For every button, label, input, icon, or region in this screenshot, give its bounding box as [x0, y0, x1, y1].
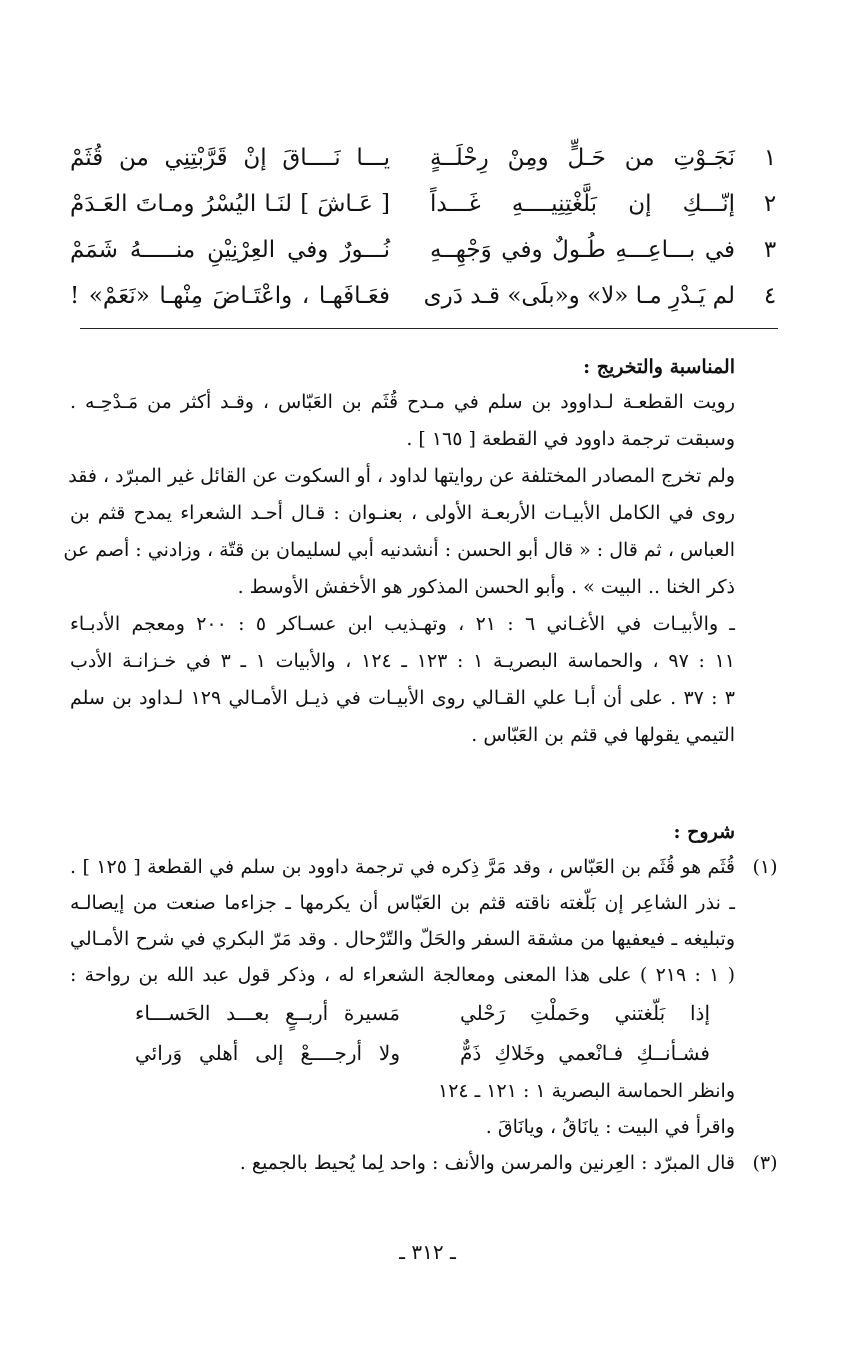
verse-number: ٤: [763, 283, 777, 309]
section-heading: المناسبة والتخريج :: [583, 356, 735, 378]
text-line: وتبليغه ـ فيعفيها من مشقة السفر والحَلّ والتّرْحال . وقد مَرّ البكري في شرح الأمـالي: [70, 928, 735, 950]
verse-first-hemistich: لم يَـدْرِ مـا «لا» و«بلَى» قـد دَرى: [423, 283, 735, 309]
verse-number: ٣: [763, 237, 777, 263]
quoted-first-hemistich: إذا بَلّغتني وحَملْتِ رَحْلي: [460, 1001, 710, 1025]
text-line: ـ نذر الشاعِر إن بَلّغته ناقته قثم بن العَبّاس أن يكرمها ـ جزاءما صنعت من إيصالـه: [70, 892, 735, 914]
paragraph: [70, 384, 735, 458]
page-number: ـ ٣١٢ ـ: [399, 1240, 456, 1264]
text-line: ١١ : ٩٧ ، والحماسة البصريـة ١ : ١٢٣ ـ ١٢٤ ، والأبيات ١ ـ ٣ في خـزانـة الأدب: [70, 650, 735, 672]
verse-first-hemistich: إنّـــكِ إن بَلَّغْتِنِيــــهِ غَـــداً: [430, 191, 735, 217]
footnote-3: [70, 1145, 785, 1181]
footnote-body: [70, 1145, 735, 1181]
verse-first-hemistich: نَجَـوْتِ من حَـلٍّ ومِنْ رِحْلَــةٍ: [430, 145, 735, 171]
text-line: العباس ، ثم قال : « قال أبو الحسن : أنشدنيه أبي لسليمان بن قتّة ، وزادني : أصم عن: [63, 539, 735, 561]
verse-2: [70, 184, 785, 230]
text-line: قُثَم هو قُثَم بن العَبّاس ، وقد مَرَّ ذِكره في ترجمة داوود بن سلم في القطعة [ ١٢٥ ] .: [70, 856, 736, 878]
verse-1: [70, 138, 785, 184]
quoted-second-hemistich: ولا أرجــــعْ إلى أهلي وَرائي: [135, 1041, 400, 1065]
quoted-verse-2: [70, 1033, 735, 1073]
notes-section: [70, 815, 785, 1181]
text-line: ذكر الخنا .. البيت » . وأبو الحسن المذكور هو الأخفش الأوسط .: [237, 576, 735, 598]
occasion-section: [63, 350, 735, 754]
quoted-second-hemistich: مَسيرة أربــعٍ بعـــد الحَســـاء: [135, 1001, 400, 1025]
poem-block: [70, 138, 785, 322]
text-line: التيمي يقولها في قثم بن العَبّاس .: [471, 724, 735, 746]
verse-second-hemistich: فعَـافَهـا ، واعْتَـاضَ مِنْهـا «نَعَمْ» !: [70, 283, 390, 309]
text-line: قال المبرّد : العِرنين والمرسن والأنف : واحد لِما يُحيط بالجميع .: [239, 1152, 735, 1174]
text-line: روى في الكامل الأبيـات الأربعـة الأولى ، بعنـوان : قـال أحـد الشعراء يمدح قثم بن: [70, 502, 735, 524]
footnote-body: [70, 1073, 735, 1145]
paragraph: [70, 606, 735, 754]
text-line: واقرأ في البيت : يانَاقُ ، ويانَاقَ .: [485, 1116, 735, 1138]
footnote-body: [70, 849, 735, 993]
text-line: ولم تخرج المصادر المختلفة عن روايتها لداود ، أو السكوت عن القائل غير المبرّد ، فقد: [68, 465, 735, 487]
text-line: ( ١ : ٢١٩ ) على هذا المعنى ومعالجة الشعراء له ، وذكر قول عبد الله بن رواحة :: [70, 964, 736, 986]
text-line: ٣ : ٣٧ . على أن أبـا علي القـالي روى الأبيـات في ذيـل الأمـالي ١٢٩ لـداود بن سلم: [70, 687, 735, 709]
footnote-number: (٣): [752, 1152, 778, 1174]
verse-number: ١: [763, 145, 777, 171]
footnote-1: [70, 849, 785, 993]
footnote-1-continued: [70, 1073, 785, 1145]
quoted-verse-1: [70, 993, 735, 1033]
verse-4: [70, 276, 785, 322]
text-line: رويت القطعـة لـداوود بن سلم في مـدح قُثَم بن العَبّاس ، وقـد أكثر من مَـدْحِـه .: [70, 391, 735, 413]
text-line: وسبقت ترجمة داوود في القطعة [ ١٦٥ ] .: [406, 428, 735, 450]
section-heading: شروح :: [673, 821, 735, 843]
quoted-first-hemistich: فشـأنــكِ فـانْعمي وخَلاكِ ذَمٌّ: [460, 1041, 710, 1065]
verse-second-hemistich: يـــا نَــــاقَ إنْ قَرَّبْتِنِي من قُثَمْ: [70, 145, 390, 171]
verse-3: [70, 230, 785, 276]
footnote-number: (١): [752, 856, 778, 878]
text-line: وانظر الحماسة البصرية ١ : ١٢١ ـ ١٢٤: [438, 1080, 735, 1102]
poem-divider: [80, 328, 778, 329]
verse-first-hemistich: في بـــاعِـــهِ طُـولٌ وفي وَجْهِــهِ: [430, 237, 735, 263]
text-line: ـ والأبيـات في الأغـاني ٦ : ٢١ ، وتهـذيب ابن عسـاكر ٥ : ٢٠٠ ومعجم الأدبـاء: [70, 613, 735, 635]
verse-second-hemistich: نُـــورٌ وفي العِرْنِيْنِ منـــــهُ شَمَمْ: [70, 237, 390, 263]
paragraph: [63, 458, 735, 606]
verse-number: ٢: [763, 191, 777, 217]
verse-second-hemistich: [ عَـاشَ ] لنَـا اليُسْرُ ومـاتَ العَـدَمْ: [70, 191, 390, 217]
